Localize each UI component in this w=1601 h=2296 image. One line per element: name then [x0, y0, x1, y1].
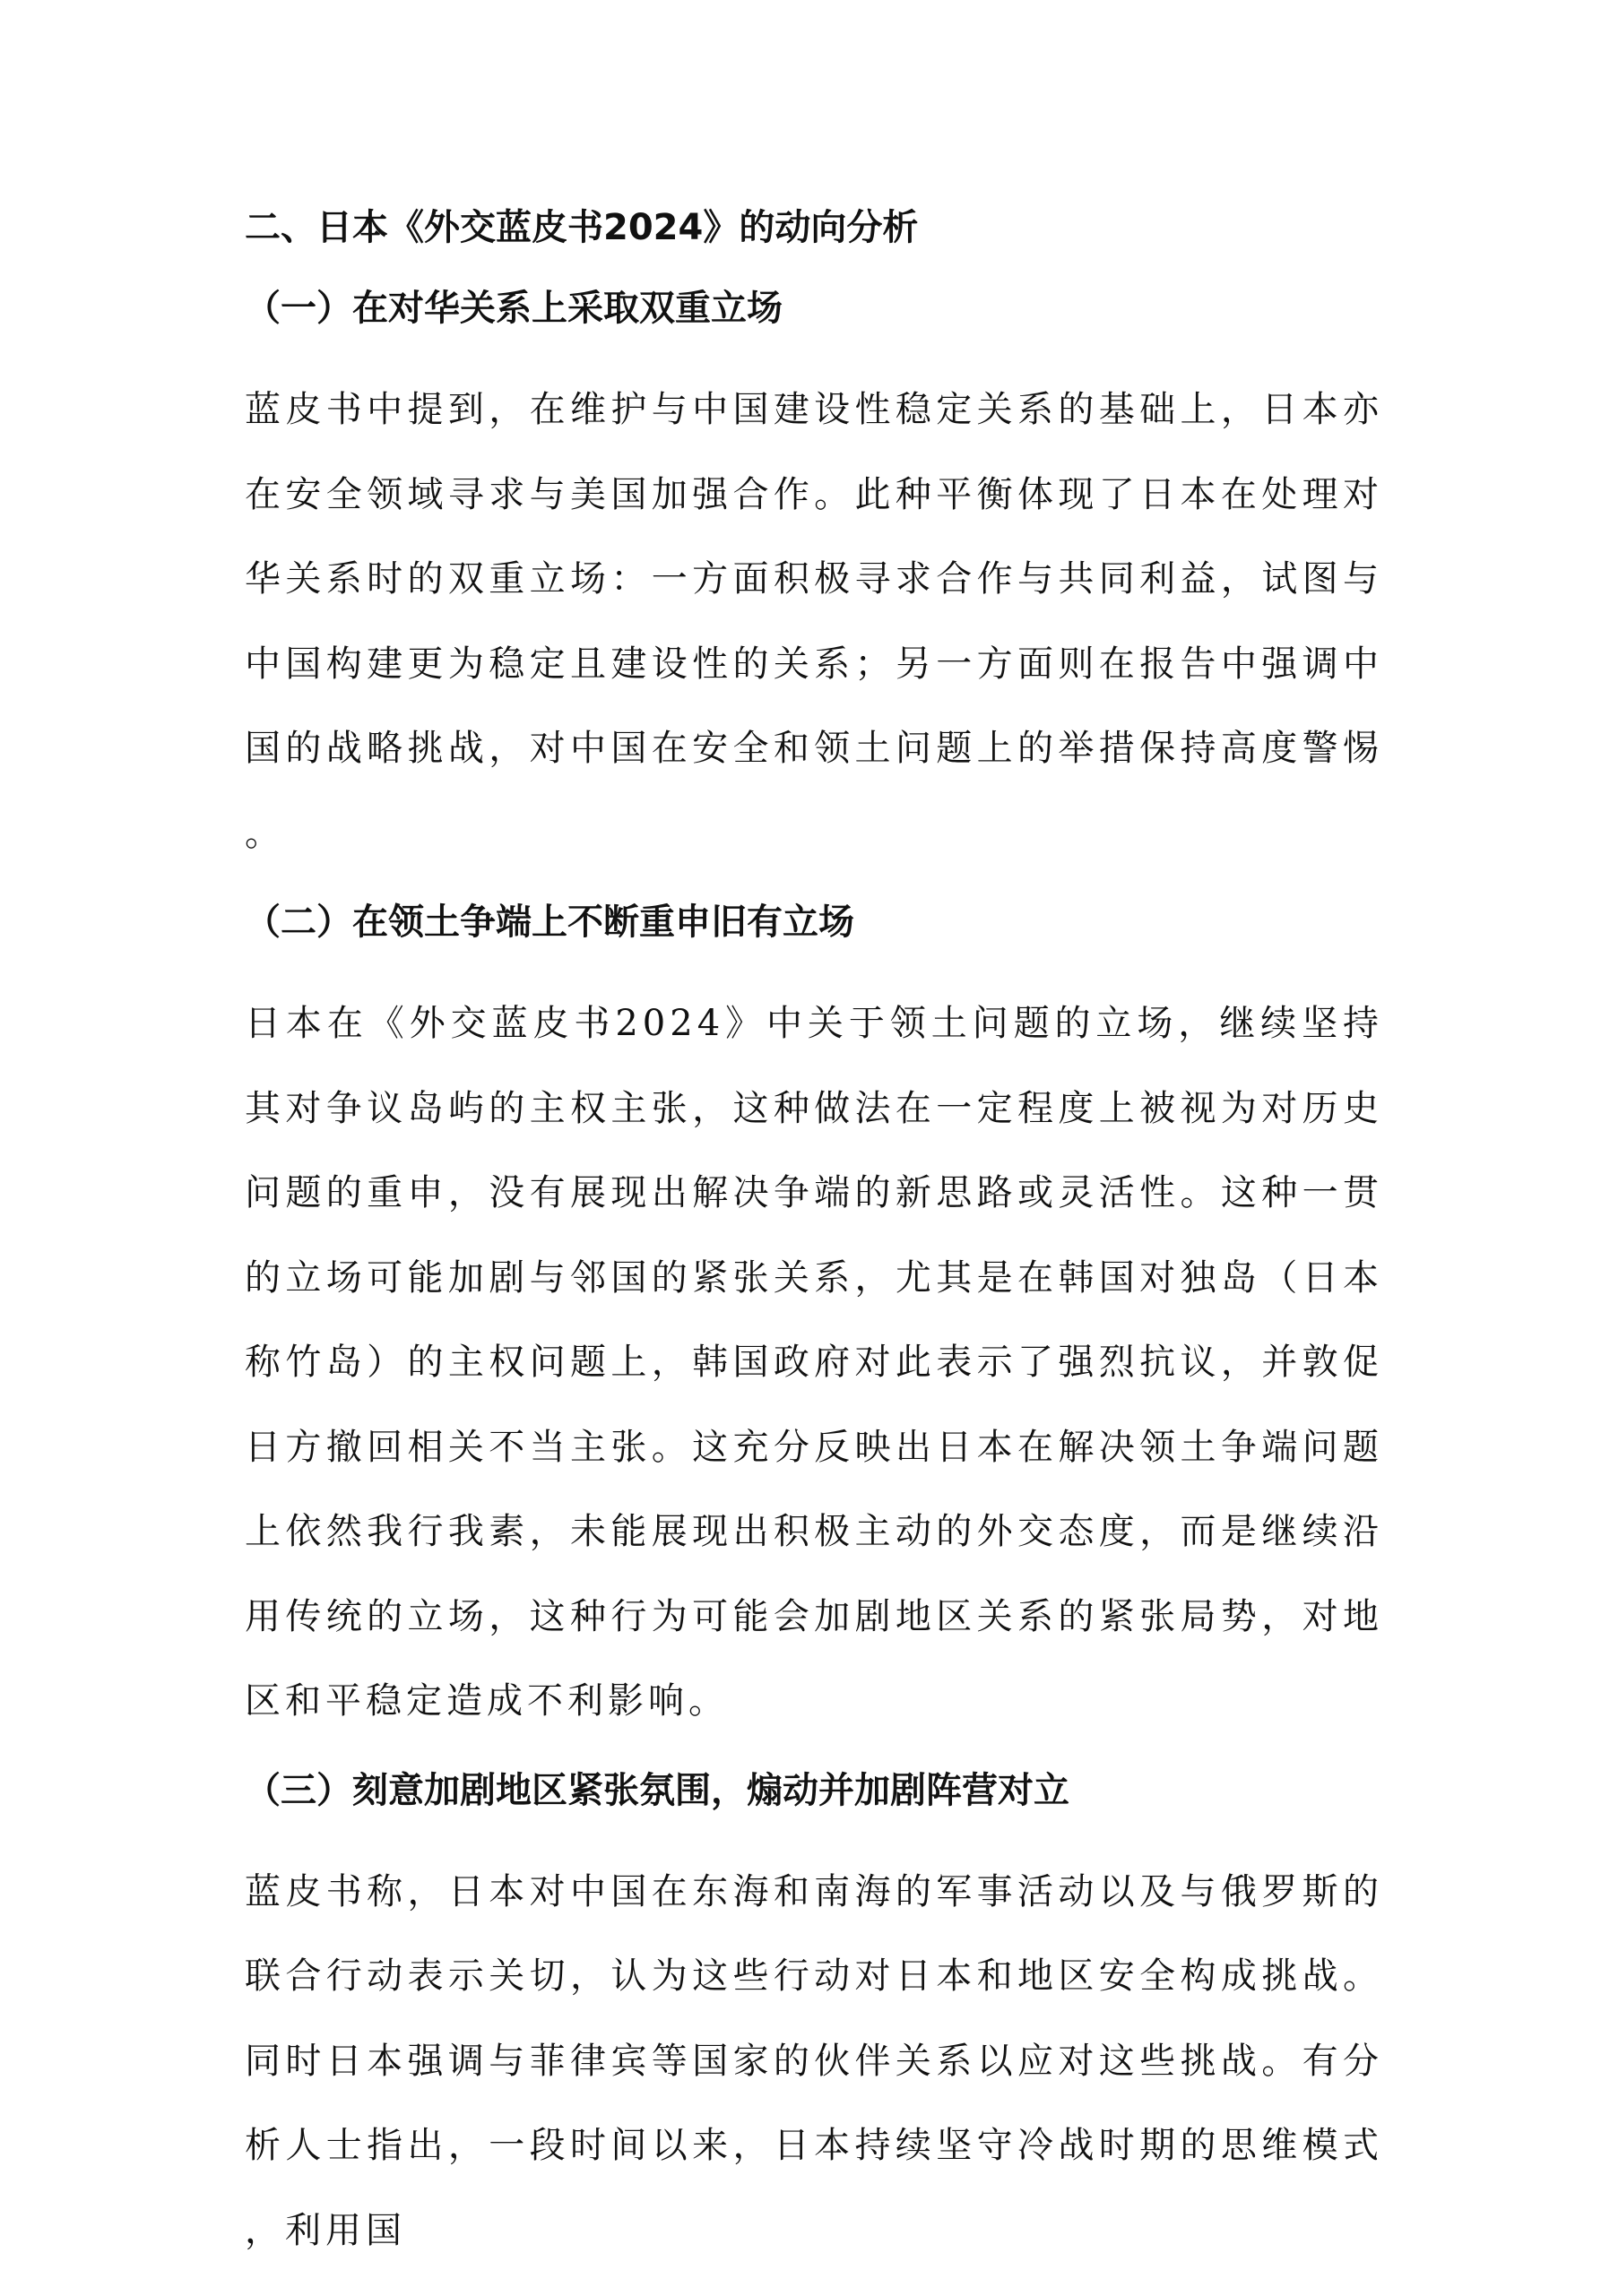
section-paragraph-1: 蓝皮书中提到，在维护与中国建设性稳定关系的基础上，日本亦在安全领域寻求与美国加强合作。此种平衡体现了日本在处理对华关系时的双重立场：一方面积极寻求合作与共同利益，试图与中国构建更为稳定且建设性的关系；另一方面则在报告中强调中国的战略挑战，对中国在安全和领土问题上的举措保持高度警惕。	[245, 389, 1383, 854]
document-body	[245, 204, 1383, 2296]
section-paragraph-3: 蓝皮书称，日本对中国在东海和南海的军事活动以及与俄罗斯的联合行动表示关切，认为这些行动对日本和地区安全构成挑战。同时日本强调与菲律宾等国家的伙伴关系以应对这些挑战。有分析人士指出，一段时间以来，日本持续坚守冷战时期的思维模式，利用国	[245, 1870, 1383, 2251]
section-heading-1: （一）在对华关系上采取双重立场	[245, 288, 783, 329]
section-heading-3: （三）刻意加剧地区紧张氛围，煽动并加剧阵营对立	[245, 1769, 1069, 1811]
section-paragraph-2: 日本在《外交蓝皮书2024》中关于领土问题的立场，继续坚持其对争议岛屿的主权主张，这种做法在一定程度上被视为对历史问题的重申，没有展现出解决争端的新思路或灵活性。这种一贯的立场可能加剧与邻国的紧张关系，尤其是在韩国对独岛（日本称竹岛）的主权问题上，韩国政府对此表示了强烈抗议，并敦促日方撤回相关不当主张。这充分反映出日本在解决领土争端问题上依然我行我素，未能展现出积极主动的外交态度，而是继续沿用传统的立场，这种行为可能会加剧地区关系的紧张局势，对地区和平稳定造成不利影响。	[245, 1003, 1383, 1722]
section-heading-2: （二）在领土争端上不断重申旧有立场	[245, 902, 854, 943]
document-title: 二、日本《外交蓝皮书2024》的动向分析	[245, 207, 919, 248]
